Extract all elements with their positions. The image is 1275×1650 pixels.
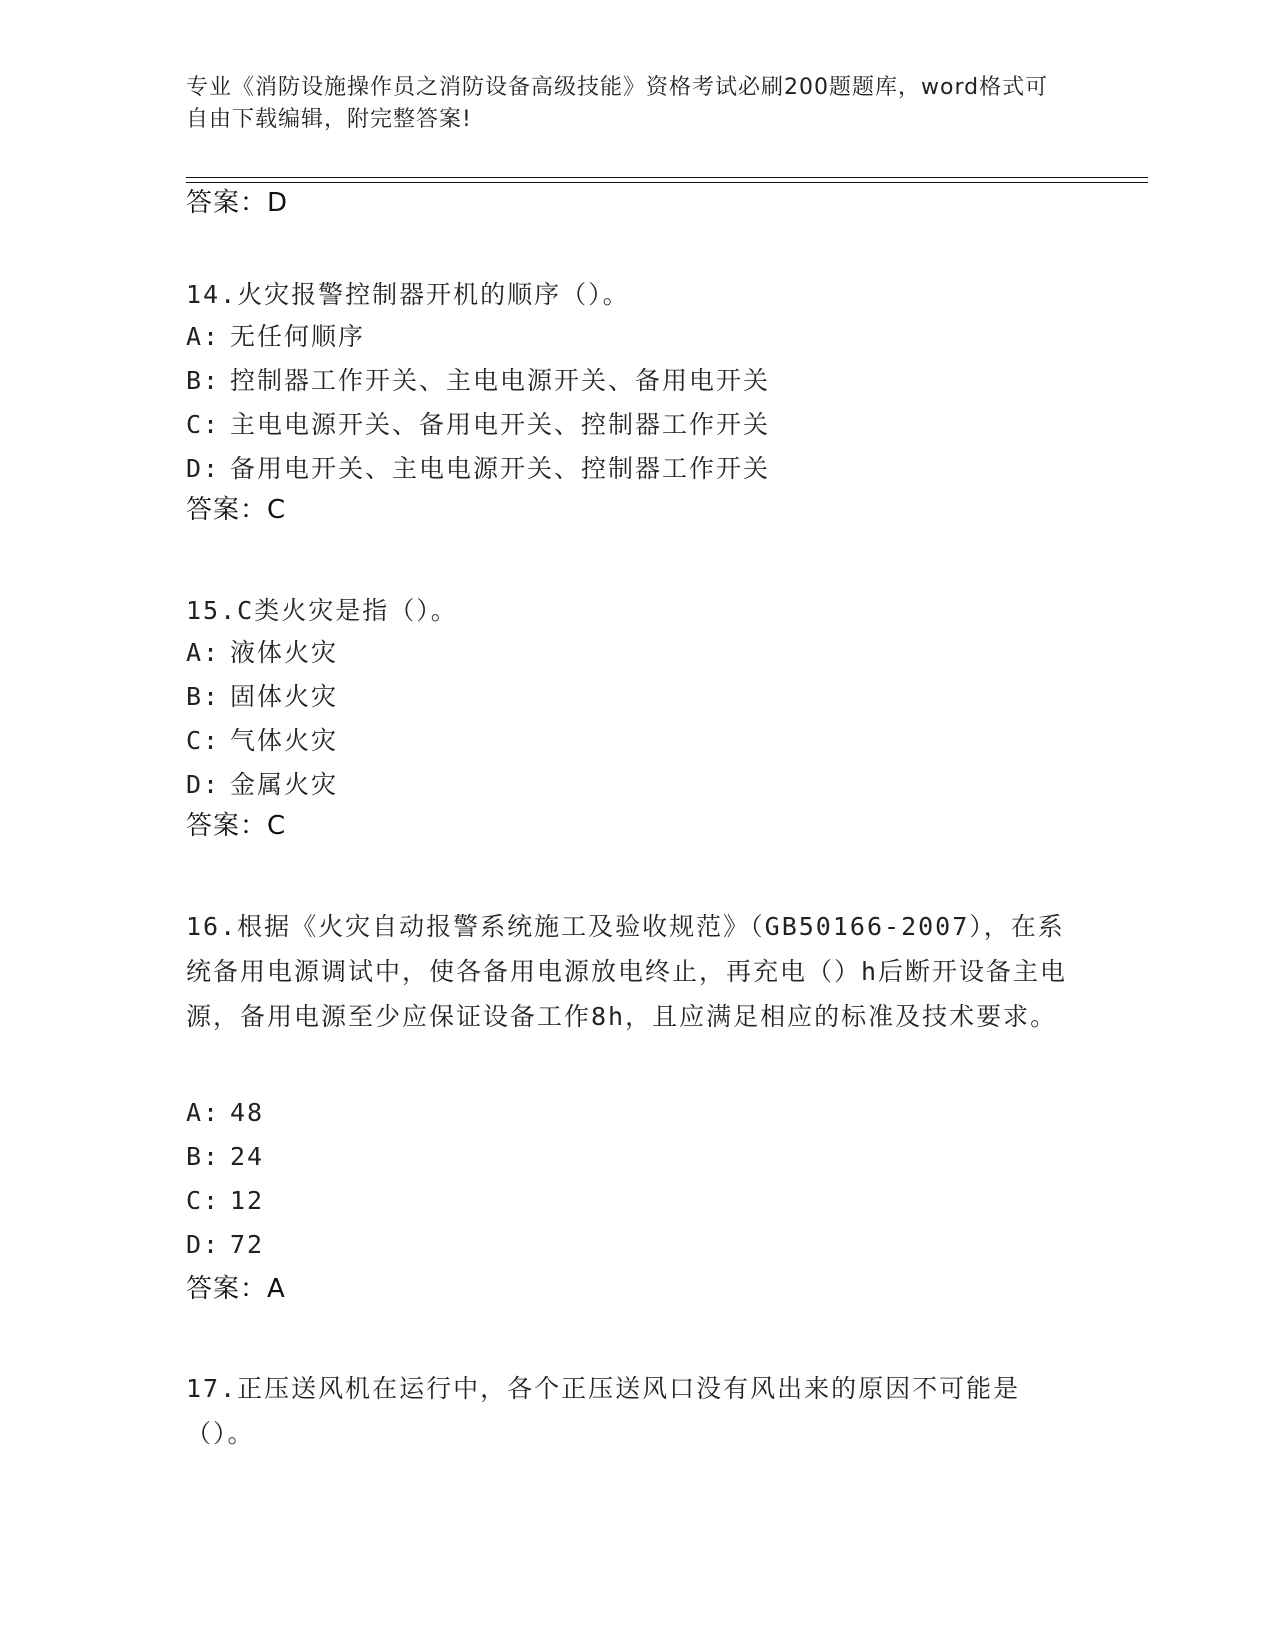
- document-intro: 专业《消防设施操作员之消防设备高级技能》资格考试必刷200题题库，word格式可自由下载编辑，附完整答案!: [186, 75, 1049, 132]
- option-text: 备用电开关、主电电源开关、控制器工作开关: [230, 454, 771, 483]
- header-divider-top: [186, 177, 1148, 178]
- question-15-option-d: [186, 768, 338, 802]
- question-16-answer: 答案：A: [186, 1274, 286, 1304]
- question-16-option-b: [186, 1140, 264, 1174]
- previous-answer: 答案：D: [186, 188, 289, 218]
- option-label: D:: [186, 770, 221, 799]
- question-14-option-a: [186, 320, 365, 354]
- question-16-title: 16.根据《火灾自动报警系统施工及验收规范》（GB50166-2007），在系统备用电源调试中，使各备用电源放电终止，再充电（）h后断开设备主电源，备用电源至少应保证设备工作8h，且应满足相应的标准及技术要求。: [186, 912, 1068, 1031]
- question-16-option-a: [186, 1096, 264, 1130]
- question-15-option-c: [186, 724, 338, 758]
- option-label: A:: [186, 322, 221, 351]
- option-label: B:: [186, 1142, 221, 1171]
- question-14-option-b: [186, 364, 770, 398]
- question-14-option-c: [186, 408, 770, 442]
- option-label: A:: [186, 638, 221, 667]
- question-15-title: 15.C类火灾是指（）。: [186, 596, 458, 625]
- option-text: 无任何顺序: [230, 322, 366, 351]
- question-15-answer: 答案：C: [186, 811, 287, 841]
- question-14-answer: 答案：C: [186, 495, 287, 525]
- option-text: 气体火灾: [230, 726, 339, 755]
- question-14-option-d: [186, 452, 770, 486]
- option-text: 控制器工作开关、主电电源开关、备用电开关: [230, 366, 771, 395]
- option-label: D:: [186, 1230, 221, 1259]
- option-text: 金属火灾: [230, 770, 339, 799]
- option-label: C:: [186, 726, 221, 755]
- option-label: C:: [186, 1186, 221, 1215]
- option-text: 72: [230, 1230, 265, 1259]
- question-14-title: 14.火灾报警控制器开机的顺序（）。: [186, 280, 630, 309]
- option-label: C:: [186, 410, 221, 439]
- question-15-option-a: [186, 636, 338, 670]
- option-text: 主电电源开关、备用电开关、控制器工作开关: [230, 410, 771, 439]
- option-text: 液体火灾: [230, 638, 339, 667]
- option-text: 固体火灾: [230, 682, 339, 711]
- option-text: 24: [230, 1142, 265, 1171]
- option-text: 12: [230, 1186, 265, 1215]
- question-15-option-b: [186, 680, 338, 714]
- question-16-option-d: [186, 1228, 264, 1262]
- option-label: B:: [186, 366, 221, 395]
- question-17-title: 17.正压送风机在运行中，各个正压送风口没有风出来的原因不可能是（）。: [186, 1374, 1021, 1448]
- option-label: A:: [186, 1098, 221, 1127]
- option-label: D:: [186, 454, 221, 483]
- option-text: 48: [230, 1098, 265, 1127]
- header-divider-bottom: [186, 182, 1148, 183]
- option-label: B:: [186, 682, 221, 711]
- question-16-option-c: [186, 1184, 264, 1218]
